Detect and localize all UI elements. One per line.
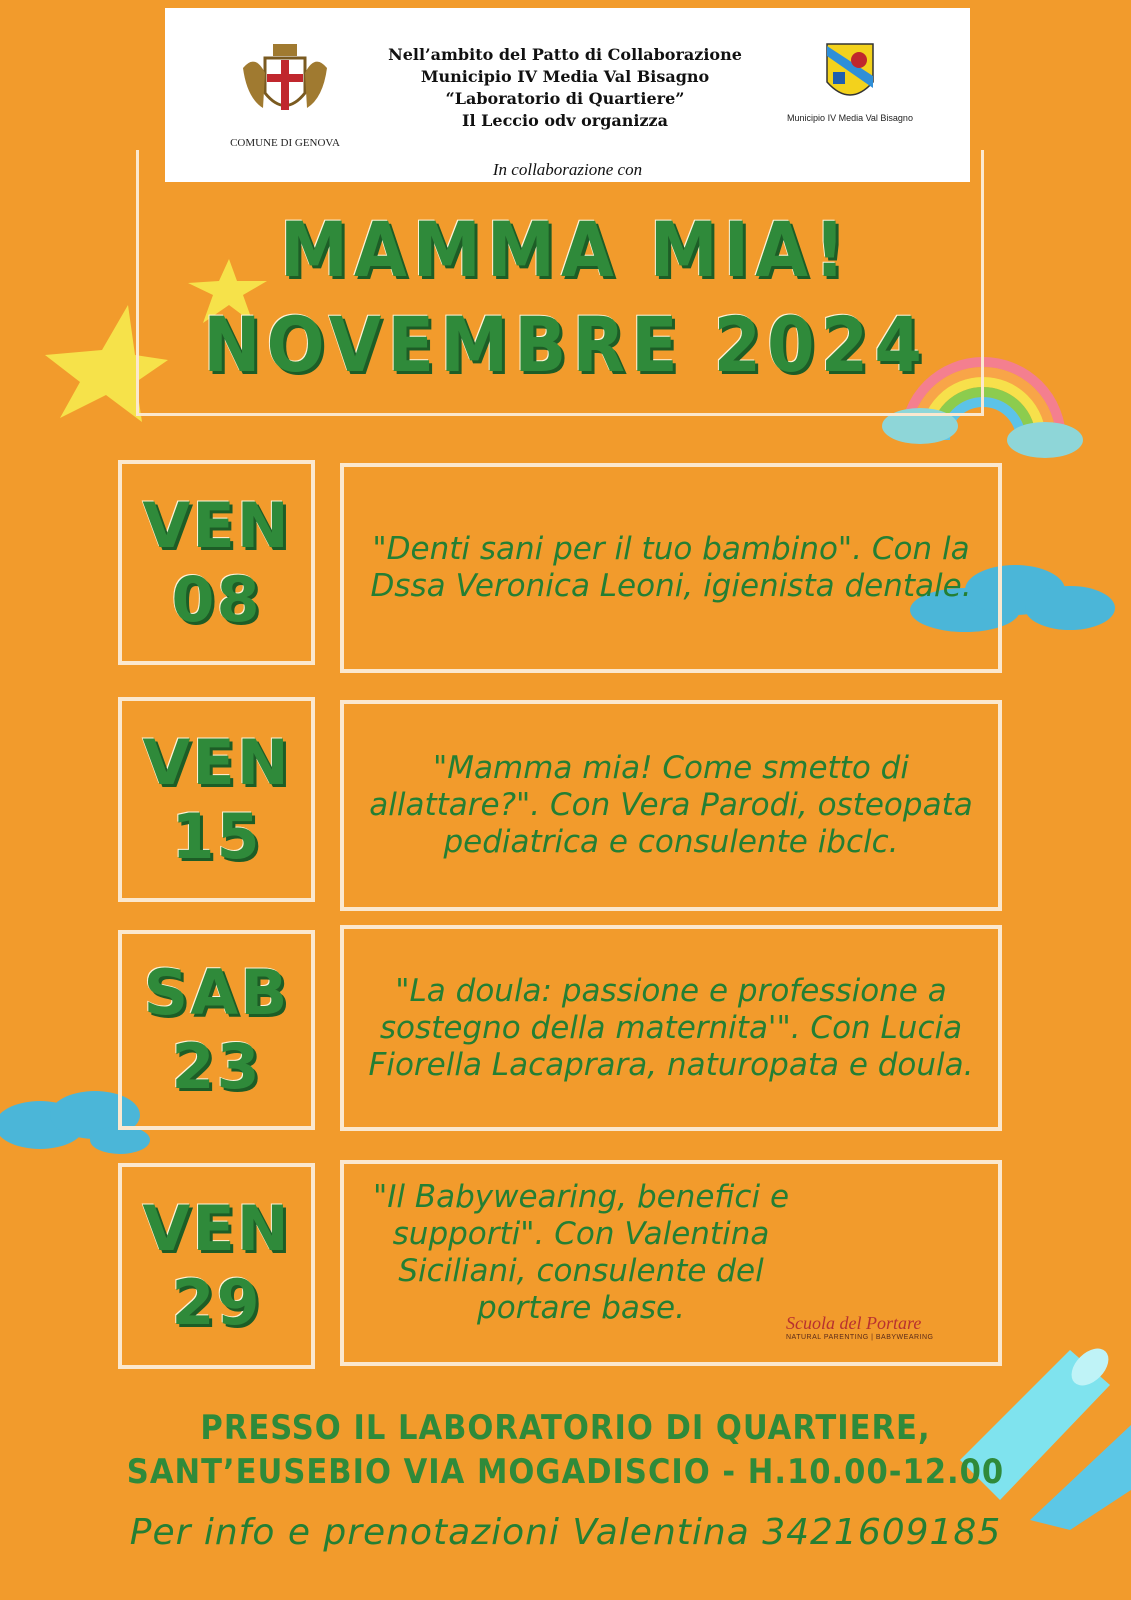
header-line-4: Il Leccio odv organizza xyxy=(462,111,668,130)
contact-info: Per info e prenotazioni Valentina 3421609185 xyxy=(129,1512,1002,1553)
municipio-caption: Municipio IV Media Val Bisagno xyxy=(787,113,913,123)
genova-coat-of-arms-icon xyxy=(235,38,335,128)
title-line-1: MAMMA MIA! xyxy=(279,205,852,294)
event-day: VEN xyxy=(142,725,291,799)
event-description-box xyxy=(340,700,1002,911)
header-line-1: Nell’ambito del Patto di Collaborazione xyxy=(388,45,742,64)
event-date: 08 xyxy=(171,562,262,636)
header-text xyxy=(365,44,765,132)
event-day: SAB xyxy=(143,956,290,1029)
event-description: "Denti sani per il tuo bambino". Con la Dssa Veronica Leoni, igienista dentale. xyxy=(370,531,972,604)
date-box xyxy=(118,460,315,665)
title-line-2: NOVEMBRE 2024 xyxy=(203,300,928,389)
event-date: 29 xyxy=(171,1266,262,1339)
event-day: VEN xyxy=(142,488,291,562)
date-box xyxy=(118,697,315,902)
collaboration-text: In collaborazione con xyxy=(492,160,643,179)
event-description-box xyxy=(340,463,1002,673)
scuola-logo-tagline: NATURAL PARENTING | BABYWEARING xyxy=(786,1334,934,1341)
date-box xyxy=(118,1163,315,1369)
event-date: 23 xyxy=(171,1030,262,1103)
header-line-3: “Laboratorio di Quartiere” xyxy=(445,89,685,108)
location-line-2: SANT’EUSEBIO VIA MOGADISCIO - H.10.00-12.00 xyxy=(126,1452,1005,1492)
event-description-box xyxy=(340,925,1002,1131)
header-line-2: Municipio IV Media Val Bisagno xyxy=(420,67,710,86)
scuola-del-portare-logo xyxy=(786,1313,956,1357)
date-box xyxy=(118,930,315,1130)
comune-genova-caption: COMUNE DI GENOVA xyxy=(230,137,340,149)
scuola-logo-name: Scuola del Portare xyxy=(786,1313,922,1333)
event-date: 15 xyxy=(171,799,262,873)
municipio-shield-icon xyxy=(825,42,875,104)
event-day: VEN xyxy=(142,1192,291,1265)
municipio-logo xyxy=(755,42,945,123)
comune-genova-logo xyxy=(220,38,350,149)
event-description: "Il Babywearing, benefici e supporti". Con Valentina Siciliani, consulente del portare base. xyxy=(372,1179,790,1326)
location-line-1: PRESSO IL LABORATORIO DI QUARTIERE, xyxy=(200,1408,931,1448)
event-description: "Mamma mia! Come smetto di allattare?". Con Vera Parodi, osteopata pediatrica e consulente ibclc. xyxy=(369,750,973,860)
event-description: "La doula: passione e professione a sostegno della maternita'". Con Lucia Fiorella Lacaprara, naturopata e doula. xyxy=(368,972,974,1083)
